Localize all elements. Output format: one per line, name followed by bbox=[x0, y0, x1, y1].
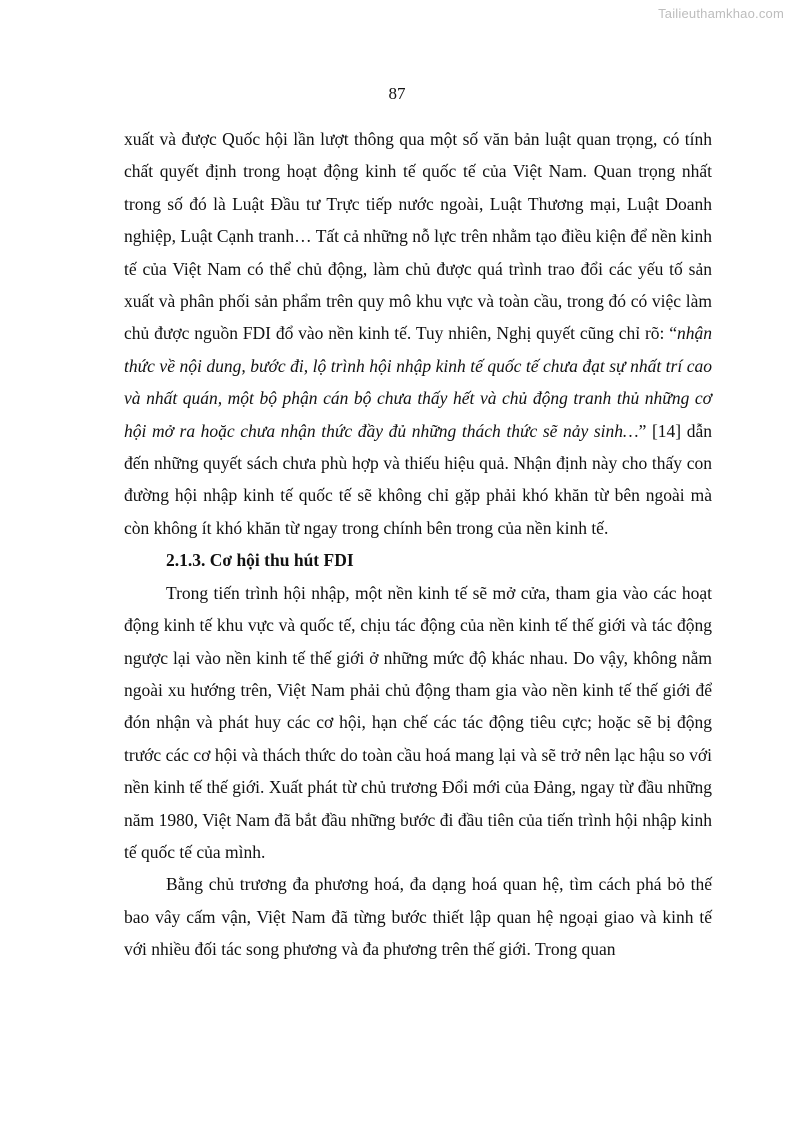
paragraph: Bằng chủ trương đa phương hoá, đa dạng hoá quan hệ, tìm cách phá bỏ thế bao vây cấm vận, Việt Nam đã từng bước thiết lập quan hệ ngoại giao và kinh tế với nhiều đối tác song phương và đa phương trên thế giới. Trong quan bbox=[124, 874, 712, 960]
resolution-quote: nhận thức về nội dung, bước đi, lộ trình hội nhập kinh tế quốc tế chưa đạt sự nhất trí cao và nhất quán, một bộ phận cán bộ chưa thấy hết và chủ động tranh thủ những cơ hội mở ra hoặc chưa nhận thức đầy đủ những thách thức sẽ nảy sinh… bbox=[124, 323, 712, 441]
section-heading: 2.1.3. Cơ hội thu hút FDI bbox=[166, 550, 354, 571]
paragraph-continuation bbox=[124, 123, 712, 544]
page-number: 87 bbox=[388, 84, 406, 103]
paragraph-text: xuất và được Quốc hội lần lượt thông qua một số văn bản luật quan trọng, có tính chất quyết định trong hoạt động kinh tế quốc tế của Việt Nam. Quan trọng nhất trong số đó là Luật Đầu tư Trực tiếp nước ngoài, Luật Thương mại, Luật Doanh nghiệp, Luật Cạnh tranh… Tất cả những nỗ lực trên nhằm tạo điều kiện để nền kinh tế của Việt Nam có thể chủ động, làm chủ được quá trình trao đổi các yếu tố sản xuất và phân phối sản phẩm trên quy mô khu vực và toàn cầu, trong đó có việc làm chủ được nguồn FDI đổ vào nền kinh tế. Tuy nhiên, Nghị quyết cũng chỉ rõ: “ bbox=[124, 129, 712, 344]
watermark: Tailieuthamkhao.com bbox=[658, 6, 784, 21]
paragraph-text: ” [14] dẫn đến những quyết sách chưa phù hợp và thiếu hiệu quả. Nhận định này cho thấy con đường hội nhập kinh tế quốc tế sẽ không chỉ gặp phải khó khăn từ bên ngoài mà còn không ít khó khăn từ ngay trong chính bên trong của nền kinh tế. bbox=[124, 420, 712, 538]
document-body bbox=[124, 123, 712, 966]
paragraph: Trong tiến trình hội nhập, một nền kinh tế sẽ mở cửa, tham gia vào các hoạt động kinh tế khu vực và quốc tế, chịu tác động của nền kinh tế thế giới và tác động ngược lại vào nền kinh tế thế giới ở những mức độ khác nhau. Do vậy, không nằm ngoài xu hướng trên, Việt Nam phải chủ động tham gia vào nền kinh tế thế giới để đón nhận và phát huy các cơ hội, hạn chế các tác động tiêu cực; hoặc sẽ bị động trước các cơ hội và thách thức do toàn cầu hoá mang lại và sẽ trở nên lạc hậu so với nền kinh tế thế giới. Xuất phát từ chủ trương Đổi mới của Đảng, ngay từ đầu những năm 1980, Việt Nam đã bắt đầu những bước đi đầu tiên của tiến trình hội nhập kinh tế quốc tế của mình. bbox=[124, 582, 712, 862]
